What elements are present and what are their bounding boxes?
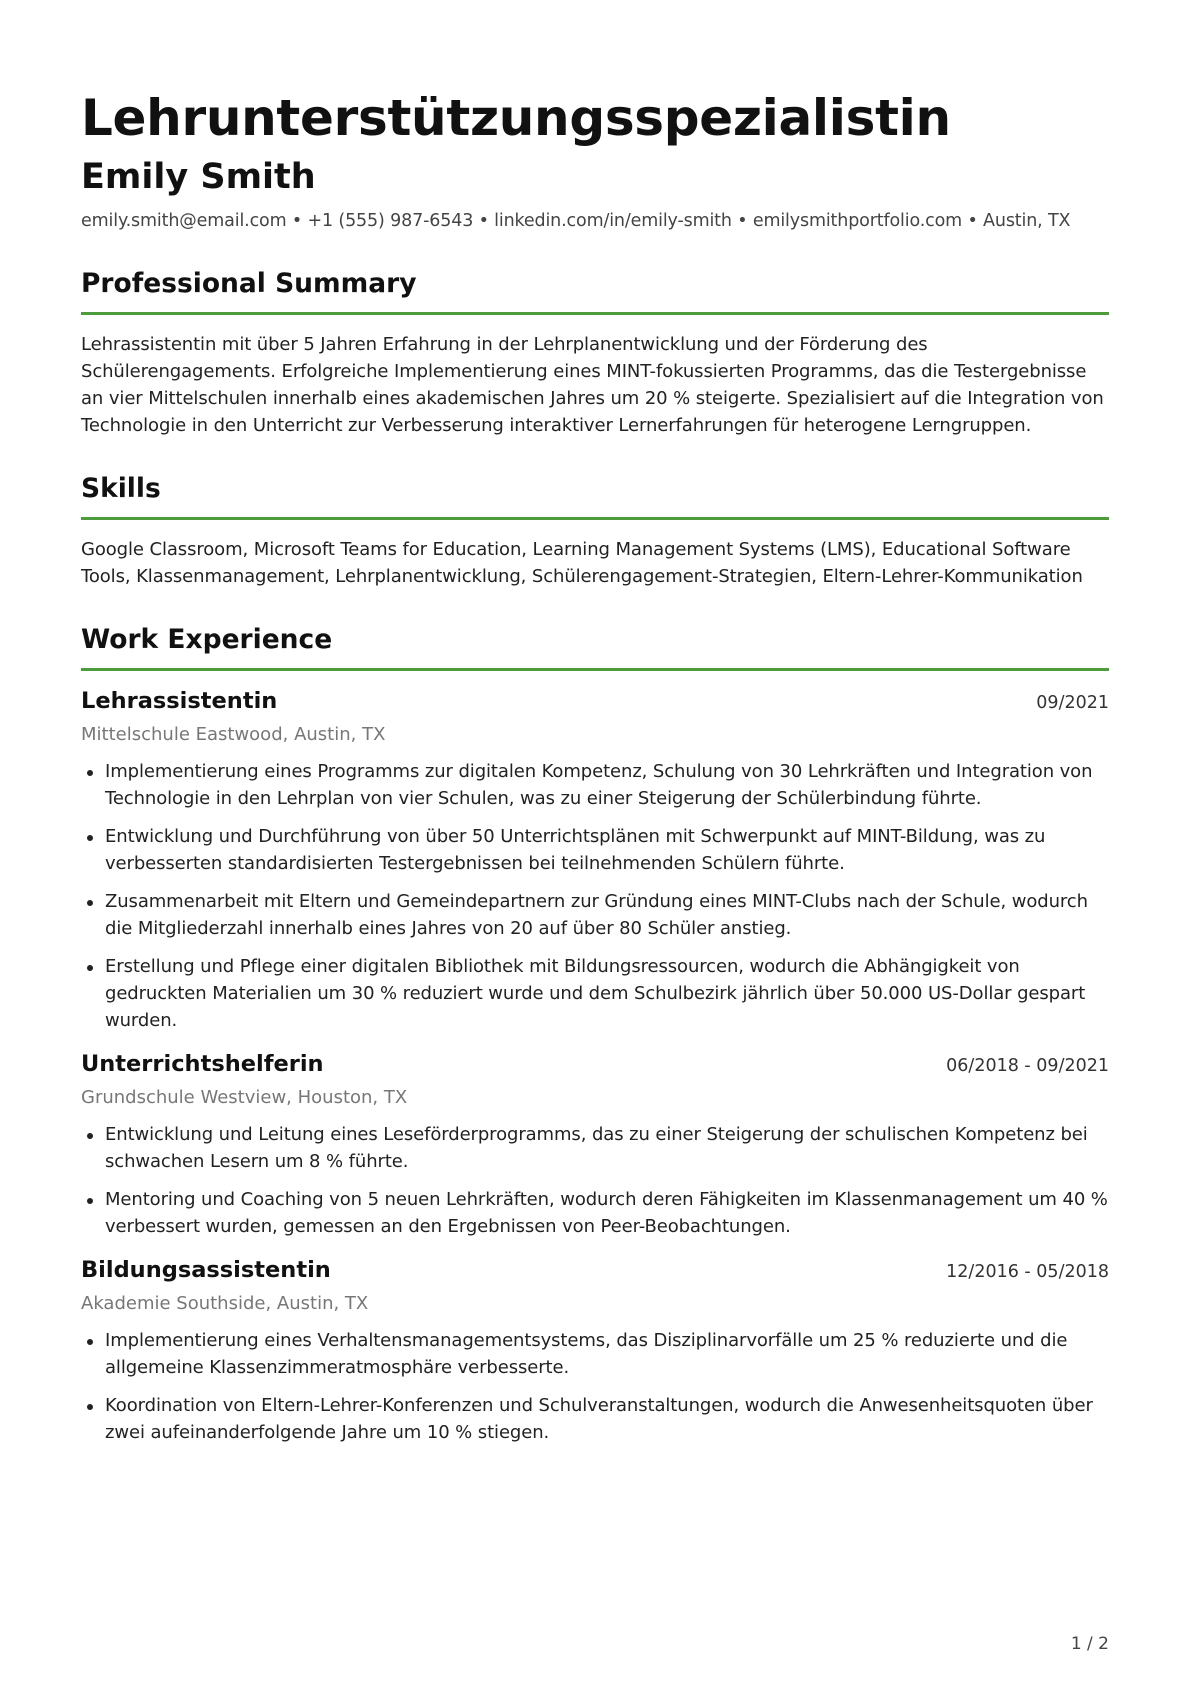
bullet-item: Implementierung eines Verhaltensmanagementsystems, das Disziplinarvorfälle um 25 % reduzierte und die allgemeine Klassenzimmeratmosphäre verbesserte. bbox=[81, 1327, 1109, 1381]
job-title: Bildungsassistentin bbox=[81, 1257, 331, 1283]
summary-heading: Professional Summary bbox=[81, 268, 417, 299]
job-bullets bbox=[81, 1327, 1109, 1446]
skills-text: Google Classroom, Microsoft Teams for Education, Learning Management Systems (LMS), Educational Software Tools, Klassenmanagement, Lehrplanentwicklung, Schülerengagement-Strategien, Eltern-Lehrer-Kommunikation bbox=[81, 539, 1083, 587]
bullet-item: Entwicklung und Durchführung von über 50 Unterrichtsplänen mit Schwerpunkt auf MINT-Bildung, was zu verbesserten standardisierten Testergebnissen bei teilnehmenden Schülern führte. bbox=[81, 823, 1109, 877]
section-divider bbox=[81, 312, 1109, 315]
contact-line: emily.smith@email.com • +1 (555) 987-6543 • linkedin.com/in/emily-smith • emilysmithportfolio.com • Austin, TX bbox=[81, 211, 1071, 231]
job-organization: Mittelschule Eastwood, Austin, TX bbox=[81, 724, 386, 745]
job-title: Lehrassistentin bbox=[81, 688, 278, 714]
candidate-name: Emily Smith bbox=[81, 157, 316, 197]
bullet-item: Erstellung und Pflege einer digitalen Bibliothek mit Bildungsressourcen, wodurch die Abhängigkeit von gedruckten Materialien um 30 % reduziert wurde und dem Schulbezirk jährlich über 50.000 US-Dollar gespart wurden. bbox=[81, 953, 1109, 1034]
bullet-item: Zusammenarbeit mit Eltern und Gemeindepartnern zur Gründung eines MINT-Clubs nach der Schule, wodurch die Mitgliederzahl innerhalb eines Jahres von 20 auf über 80 Schüler anstieg. bbox=[81, 888, 1109, 942]
document-title: Lehrunterstützungsspezialistin bbox=[81, 89, 951, 147]
job-bullets bbox=[81, 1121, 1109, 1240]
skills-section bbox=[81, 469, 1109, 590]
work-heading: Work Experience bbox=[81, 624, 333, 655]
job-title: Unterrichtshelferin bbox=[81, 1051, 324, 1077]
page-number: 1 / 2 bbox=[1070, 1634, 1109, 1654]
job-bullets bbox=[81, 758, 1109, 1034]
job-organization: Grundschule Westview, Houston, TX bbox=[81, 1087, 408, 1108]
job-entry bbox=[81, 685, 1109, 1034]
summary-text: Lehrassistentin mit über 5 Jahren Erfahrung in der Lehrplanentwicklung und der Förderung des Schülerengagements. Erfolgreiche Implementierung eines MINT-fokussierten Programms, das die Testergebnisse an vier Mittelschulen innerhalb eines akademischen Jahres um 20 % steigerte. Spezialisiert auf die Integration von Technologie in den Unterricht zur Verbesserung interaktiver Lernerfahrungen für heterogene Lerngruppen. bbox=[81, 334, 1104, 436]
work-section bbox=[81, 620, 1109, 1446]
job-entry bbox=[81, 1254, 1109, 1446]
summary-section bbox=[81, 264, 1109, 439]
bullet-item: Entwicklung und Leitung eines Leseförderprogramms, das zu einer Steigerung der schulischen Kompetenz bei schwachen Lesern um 8 % führte. bbox=[81, 1121, 1109, 1175]
section-divider bbox=[81, 517, 1109, 520]
bullet-item: Mentoring und Coaching von 5 neuen Lehrkräften, wodurch deren Fähigkeiten im Klassenmanagement um 40 % verbessert wurden, gemessen an den Ergebnissen von Peer-Beobachtungen. bbox=[81, 1186, 1109, 1240]
job-entry bbox=[81, 1048, 1109, 1240]
bullet-item: Koordination von Eltern-Lehrer-Konferenzen und Schulveranstaltungen, wodurch die Anwesenheitsquoten über zwei aufeinanderfolgende Jahre um 10 % stiegen. bbox=[81, 1392, 1109, 1446]
skills-heading: Skills bbox=[81, 473, 161, 504]
job-date: 12/2016 - 05/2018 bbox=[946, 1262, 1109, 1282]
job-date: 06/2018 - 09/2021 bbox=[946, 1056, 1109, 1076]
section-divider bbox=[81, 668, 1109, 671]
job-date: 09/2021 bbox=[1036, 693, 1109, 713]
bullet-item: Implementierung eines Programms zur digitalen Kompetenz, Schulung von 30 Lehrkräften und Integration von Technologie in den Lehrplan von vier Schulen, was zu einer Steigerung der Schülerbindung führte. bbox=[81, 758, 1109, 812]
job-organization: Akademie Southside, Austin, TX bbox=[81, 1293, 369, 1314]
